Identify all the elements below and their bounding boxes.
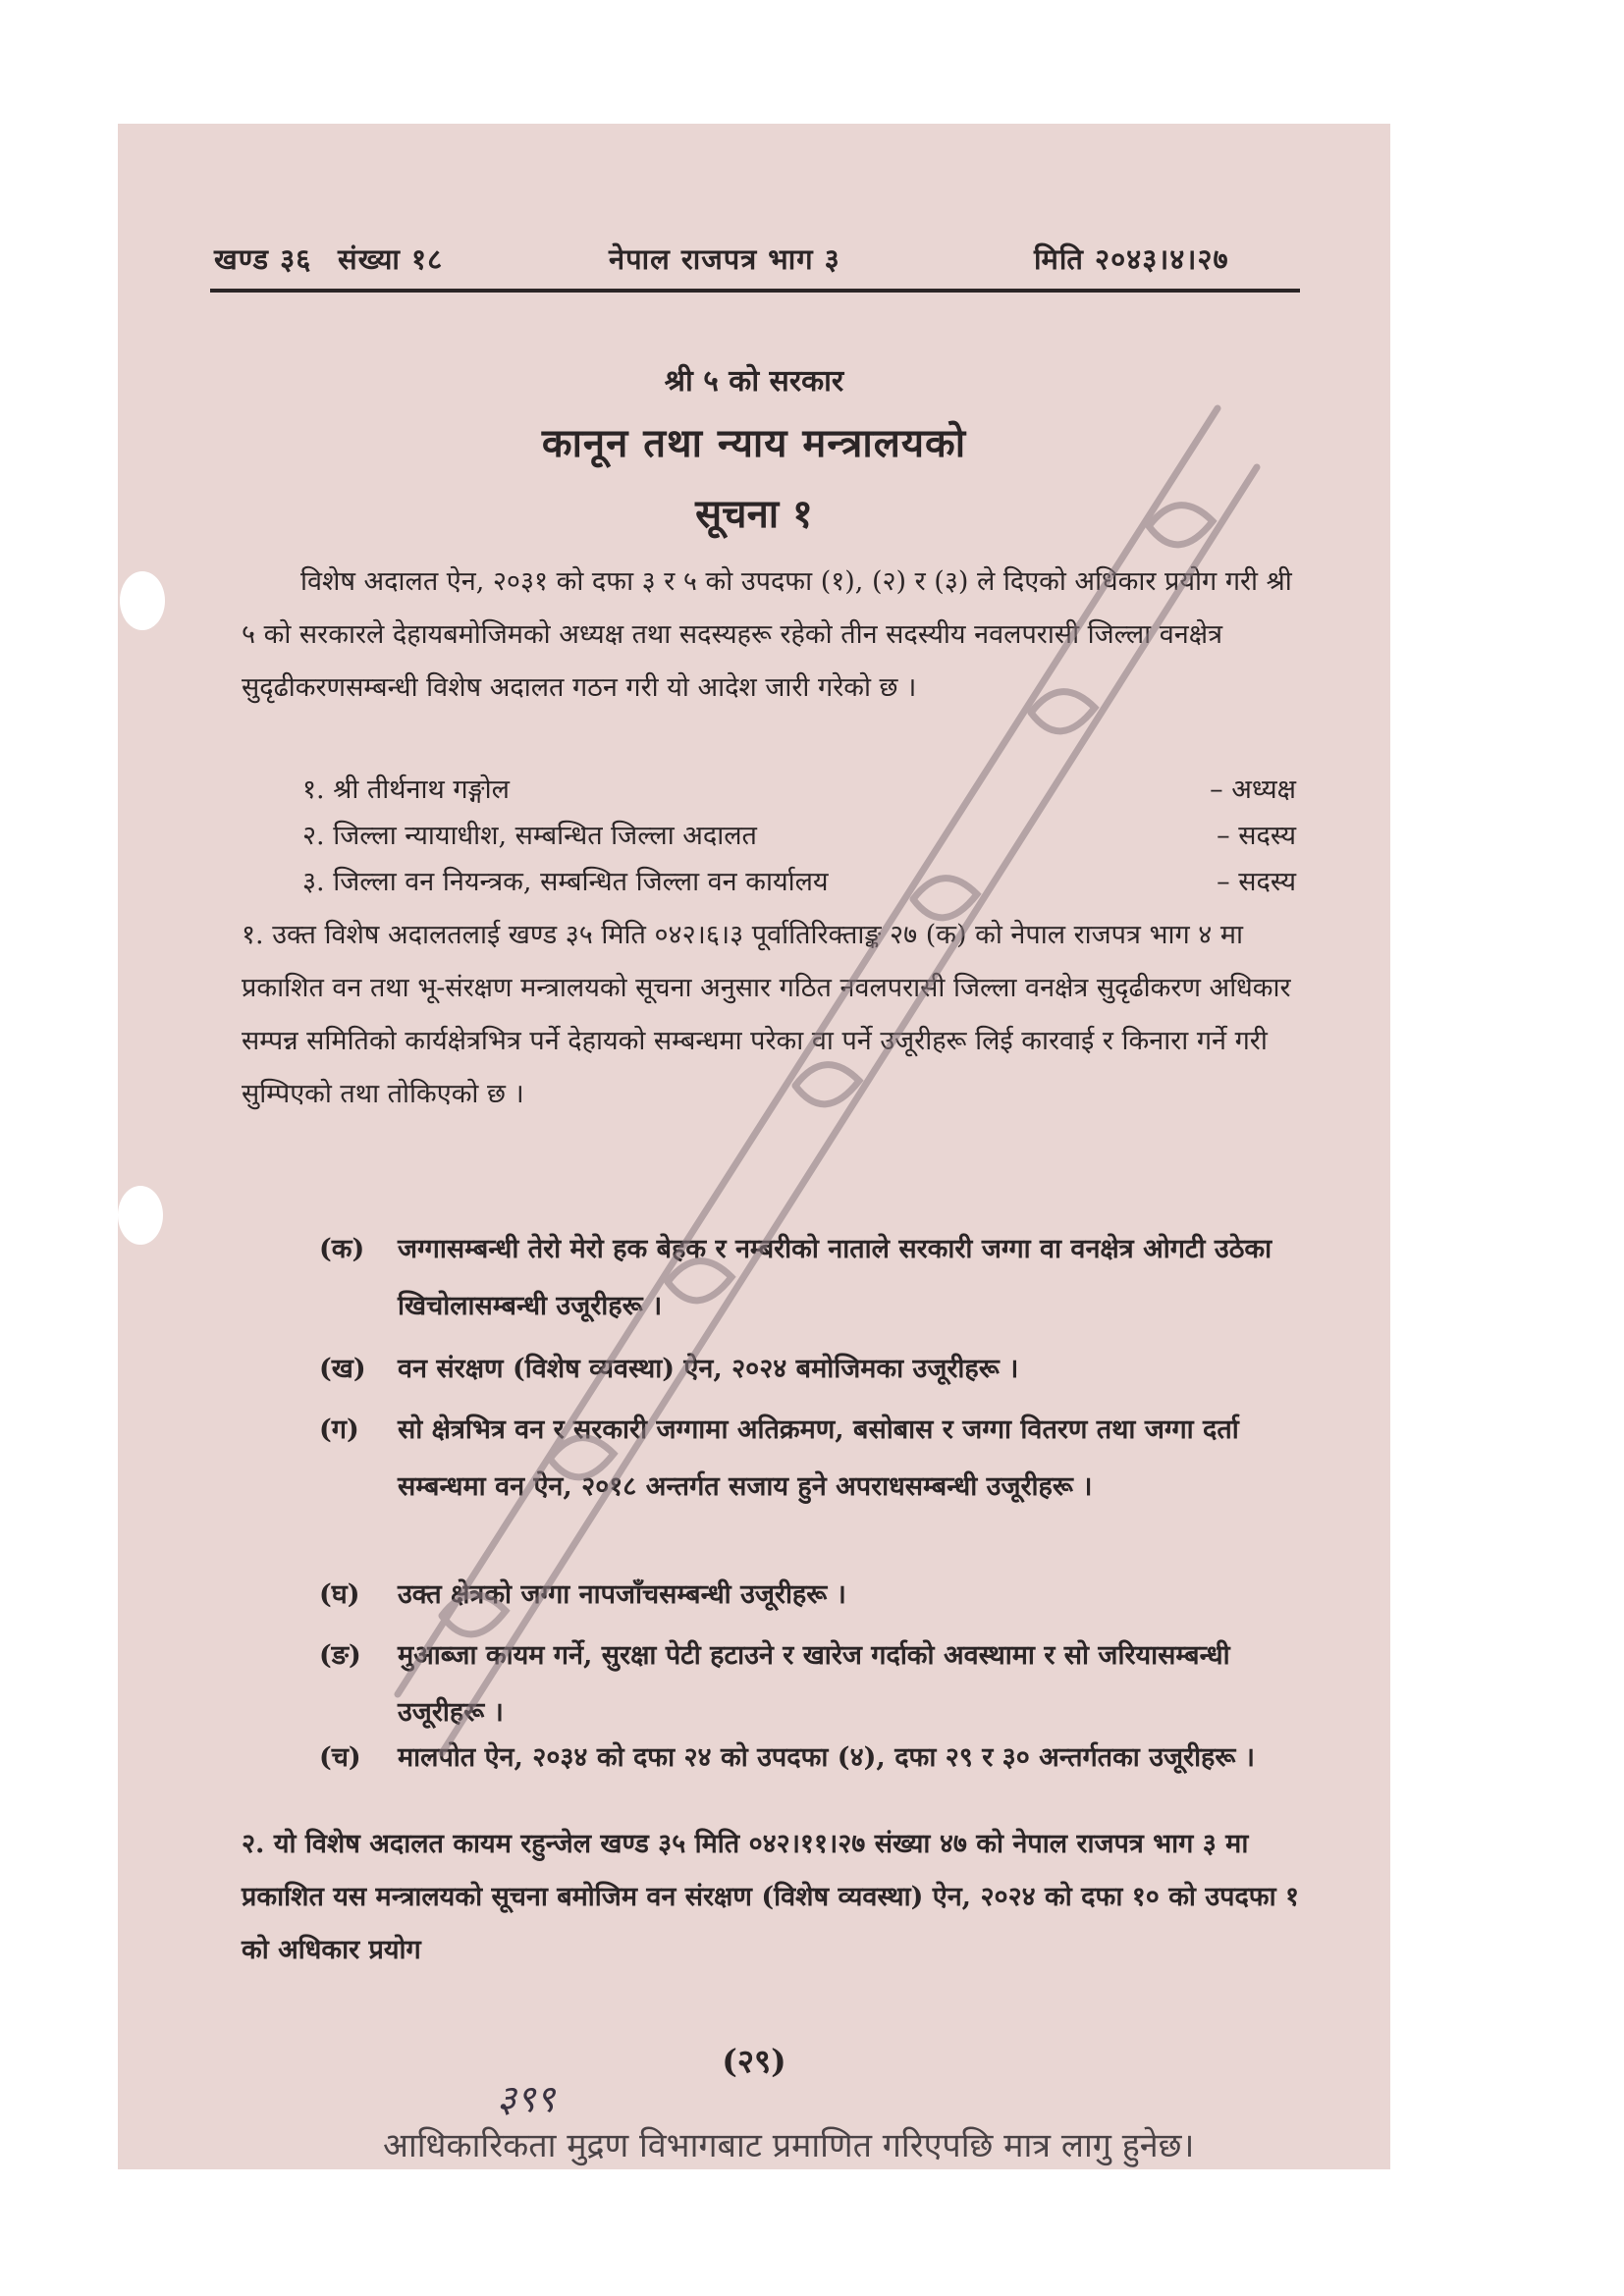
- subsection-text: वन संरक्षण (विशेष व्यवस्था) ऐन, २०२४ बमोजिमका उजूरीहरू ।: [398, 1354, 1019, 1384]
- subsection-text: मालपोत ऐन, २०३४ को दफा २४ को उपदफा (४), दफा २९ र ३० अन्तर्गतका उजूरीहरू ।: [398, 1742, 1256, 1773]
- subsection-text: सो क्षेत्रभित्र वन र सरकारी जग्गामा अतिक्रमण, बसोबास र जग्गा वितरण तथा जग्गा दर्ता सम्बन्धमा वन ऐन, २०१८ अन्तर्गत सजाय हुने अपराधसम्बन्धी उजूरीहरू ।: [398, 1415, 1239, 1502]
- subsection-kha: [319, 1341, 1301, 1398]
- member-name: २. जिल्ला न्यायाधीश, सम्बन्धित जिल्ला अदालत: [302, 821, 757, 851]
- subsection-label: (ङ): [319, 1640, 361, 1671]
- subsection-gha: [319, 1567, 1301, 1624]
- member-role: – सदस्य: [1217, 867, 1296, 897]
- member-role: – अध्यक्ष: [1210, 774, 1296, 805]
- subsection-text: जग्गासम्बन्धी तेरो मेरो हक बेहक र नम्बरीको नाताले सरकारी जग्गा वा वनक्षेत्र ओगटी उठेका खिचोलासम्बन्धी उजूरीहरू ।: [398, 1234, 1272, 1321]
- header-date: मिति २०४३।४।२७: [1034, 242, 1229, 276]
- header-publication: नेपाल राजपत्र भाग ३: [609, 242, 840, 276]
- member-row: [302, 862, 1296, 905]
- page-number: (२९): [722, 2042, 786, 2080]
- page-header: [214, 240, 1294, 285]
- subsection-nga: [319, 1628, 1301, 1741]
- authenticity-footer-note: आधिकारिकता मुद्रण विभागबाट प्रमाणित गरिएपछि मात्र लागु हुनेछ।: [383, 2126, 1195, 2165]
- member-name: १. श्री तीर्थनाथ गङ्गोल: [302, 774, 510, 805]
- header-volume: खण्ड ३६: [214, 242, 312, 276]
- subsection-label: (ग): [319, 1415, 359, 1445]
- subsection-cha: [319, 1730, 1301, 1787]
- subsection-ga: [319, 1402, 1301, 1516]
- government-title: श्री ५ को सरकार: [664, 364, 844, 399]
- subsection-text: उक्त क्षेत्रको जग्गा नापजाँचसम्बन्धी उजूरीहरू ।: [398, 1579, 846, 1610]
- handwritten-page-number: ३९९: [497, 2077, 556, 2120]
- punch-hole: [120, 571, 165, 630]
- member-name: ३. जिल्ला वन नियन्त्रक, सम्बन्धित जिल्ला वन कार्यालय: [302, 867, 829, 897]
- section-1-paragraph: १. उक्त विशेष अदालतलाई खण्ड ३५ मिति ०४२।६।३ पूर्वातिरिक्ताङ्क २७ (क) को नेपाल राजपत्र भाग ४ मा प्रकाशित वन तथा भू-संरक्षण मन्त्रालयको सूचना अनुसार गठित नवलपरासी जिल्ला वनक्षेत्र सुदृढीकरण अधिकार सम्पन्न समितिको कार्यक्षेत्रभित्र पर्ने देहायको सम्बन्धमा परेका वा पर्ने उजूरीहरू लिई कारवाई र किनारा गर्ने गरी सुम्पिएको तथा तोकिएको छ ।: [242, 920, 1291, 1109]
- subsection-label: (ख): [319, 1354, 366, 1384]
- intro-paragraph: विशेष अदालत ऐन, २०३१ को दफा ३ र ५ को उपदफा (१), (२) र (३) ले दिएको अधिकार प्रयोग गरी श्री ५ को सरकारले देहायबमोजिमको अध्यक्ष तथा सदस्यहरू रहेको तीन सदस्यीय नवलपरासी जिल्ला वनक्षेत्र सुदृढीकरणसम्बन्धी विशेष अदालत गठन गरी यो आदेश जारी गरेको छ ।: [242, 566, 1292, 703]
- ministry-title: कानून तथा न्याय मन्त्रालयको: [541, 420, 967, 466]
- member-row: [302, 770, 1296, 813]
- subsection-label: (घ): [319, 1579, 360, 1610]
- subsection-label: (क): [319, 1234, 365, 1264]
- subsection-label: (च): [319, 1742, 361, 1773]
- notice-title: सूचना १: [695, 491, 813, 537]
- gazette-page: [118, 124, 1390, 2169]
- header-rule: [210, 289, 1300, 293]
- section-2-paragraph: २. यो विशेष अदालत कायम रहुन्जेल खण्ड ३५ मिति ०४२।११।२७ संख्या ४७ को नेपाल राजपत्र भाग ३ मा प्रकाशित यस मन्त्रालयको सूचना बमोजिम वन संरक्षण (विशेष व्यवस्था) ऐन, २०२४ को दफा १० को उपदफा १ को अधिकार प्रयोग: [242, 1829, 1300, 1965]
- subsection-text: मुआब्जा कायम गर्ने, सुरक्षा पेटी हटाउने र खारेज गर्दाको अवस्थामा र सो जरियासम्बन्धी उजूरीहरू ।: [398, 1640, 1230, 1728]
- punch-hole: [118, 1186, 163, 1245]
- subsection-ka: [319, 1221, 1301, 1335]
- header-issue: संख्या १८: [338, 242, 444, 276]
- member-row: [302, 816, 1296, 859]
- member-role: – सदस्य: [1217, 821, 1296, 851]
